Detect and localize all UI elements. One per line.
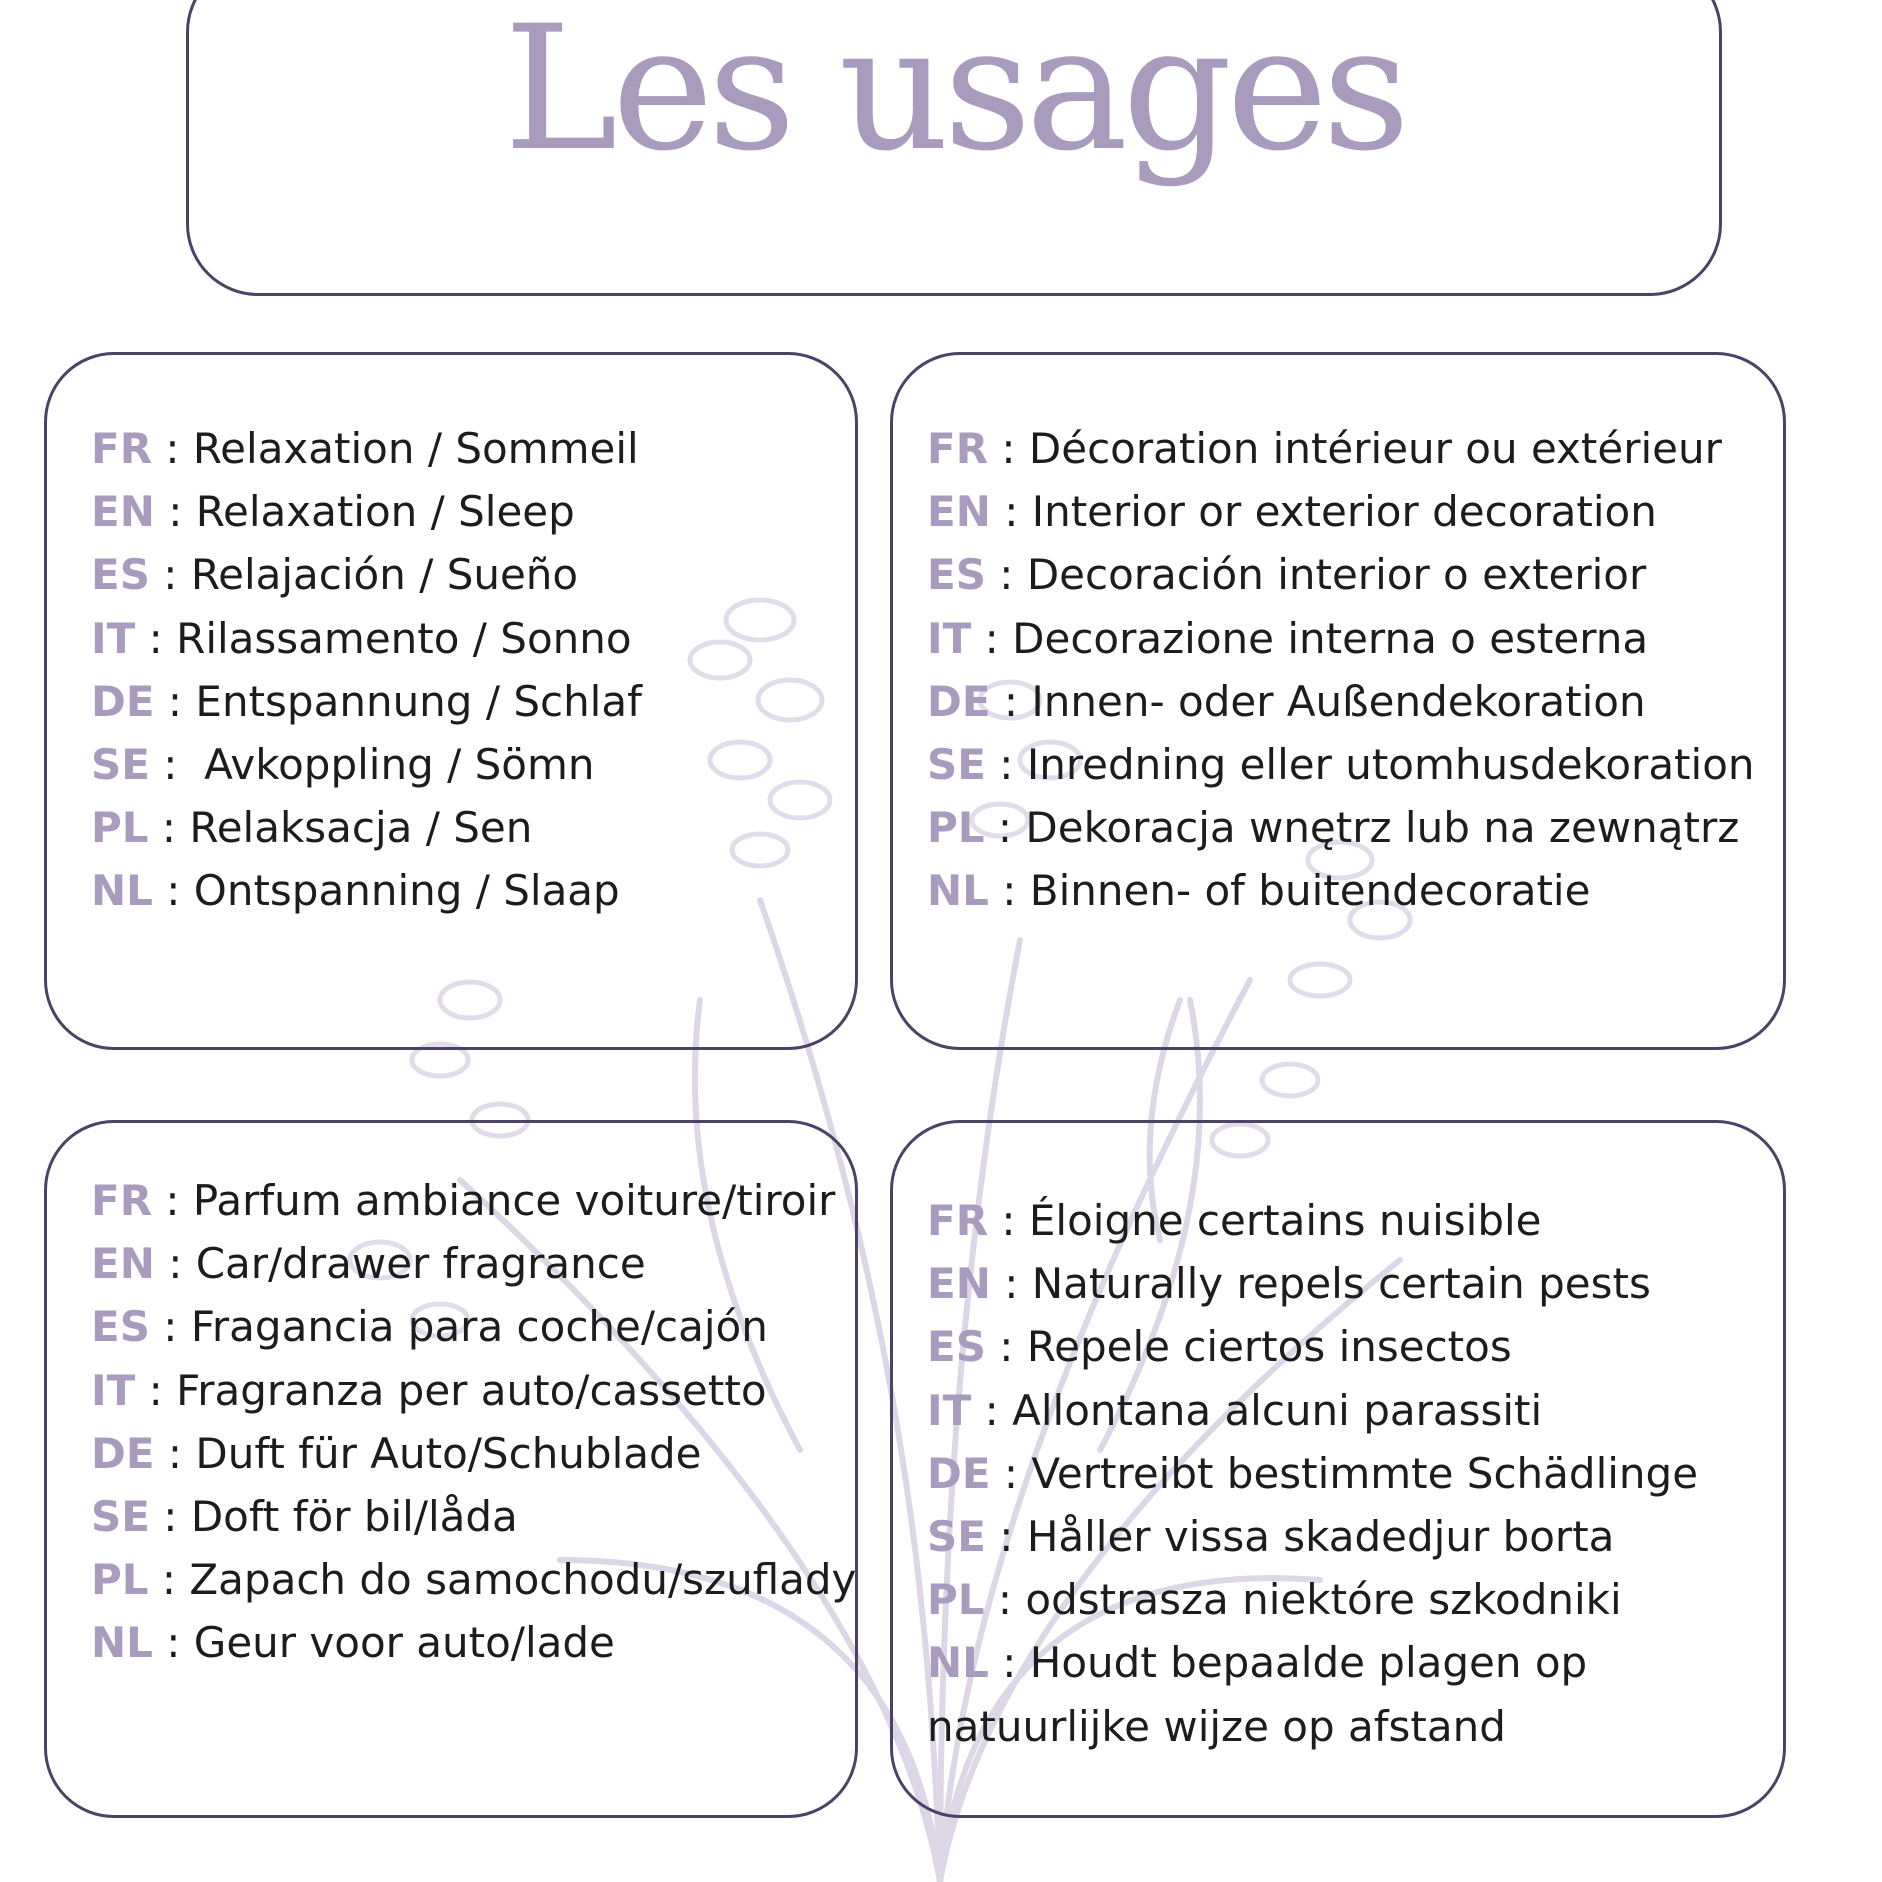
- usage-text: Fragranza per auto/cassetto: [176, 1365, 767, 1415]
- language-code: ES: [927, 1322, 986, 1372]
- language-code: SE: [91, 1492, 150, 1542]
- usage-card-decoration: [890, 352, 1786, 1050]
- usage-text: Parfum ambiance voiture/tiroir: [192, 1176, 836, 1225]
- usage-text: Doft för bil/låda: [190, 1492, 518, 1542]
- usage-line: PL : Zapach do samochodu/szuflady: [91, 1555, 857, 1605]
- usage-list: [927, 1189, 1698, 1758]
- usage-text: Innen- oder Außendekoration: [1031, 676, 1646, 726]
- usage-text: Duft für Auto/Schublade: [195, 1428, 702, 1478]
- usage-line: PL : odstrasza niektóre szkodniki: [927, 1575, 1622, 1625]
- language-code: DE: [91, 1428, 155, 1478]
- page-title: Les usages: [503, 0, 1405, 189]
- usage-line: EN : Car/drawer fragrance: [91, 1239, 646, 1289]
- usage-line: PL : Dekoracja wnętrz lub na zewnątrz: [927, 803, 1740, 853]
- language-code: SE: [927, 740, 986, 790]
- language-code: SE: [927, 1512, 986, 1562]
- language-code: EN: [927, 1259, 991, 1309]
- usage-line: NL : Ontspanning / Slaap: [91, 866, 620, 916]
- usage-text: Avkoppling / Sömn: [204, 740, 595, 790]
- usage-line: PL : Relaksacja / Sen: [91, 803, 533, 853]
- language-code: FR: [91, 1176, 153, 1225]
- usage-text: Zapach do samochodu/szuflady: [189, 1555, 857, 1605]
- usage-line: DE : Innen- oder Außendekoration: [927, 676, 1646, 726]
- usage-text: Vertreibt bestimmte Schädlinge: [1031, 1448, 1699, 1498]
- language-code: NL: [927, 1638, 989, 1688]
- usage-text: Binnen- of buitendecoratie: [1029, 866, 1591, 916]
- usage-text: Décoration intérieur ou extérieur: [1028, 424, 1722, 473]
- usage-text: Rilassamento / Sonno: [176, 613, 632, 663]
- title-box: [186, 0, 1722, 296]
- usage-list: [91, 1169, 856, 1675]
- usage-text: Relaxation / Sommeil: [192, 424, 639, 473]
- usage-line: FR : Éloigne certains nuisible: [927, 1196, 1542, 1245]
- language-code: ES: [91, 1302, 150, 1352]
- language-code: PL: [927, 1575, 985, 1625]
- usage-text: Interior or exterior decoration: [1031, 487, 1657, 537]
- language-code: SE: [91, 740, 150, 790]
- usage-line: FR : Décoration intérieur ou extérieur: [927, 424, 1722, 473]
- language-code: NL: [91, 866, 153, 916]
- usage-line: EN : Naturally repels certain pests: [927, 1259, 1651, 1309]
- language-code: EN: [927, 487, 991, 537]
- language-code: FR: [927, 1196, 989, 1245]
- usage-text: Decorazione interna o esterna: [1012, 613, 1649, 663]
- usage-line: SE : Inredning eller utomhusdekoration: [927, 740, 1755, 790]
- usage-text: Ontspanning / Slaap: [193, 866, 620, 916]
- usage-text: Fragancia para coche/cajón: [190, 1302, 768, 1352]
- usage-card-pests: [890, 1120, 1786, 1818]
- usage-line: ES : Repele ciertos insectos: [927, 1322, 1512, 1372]
- usage-text: Relaksacja / Sen: [189, 803, 533, 853]
- usage-text: Car/drawer fragrance: [195, 1239, 646, 1289]
- language-code: ES: [927, 550, 986, 600]
- usage-line: SE : Doft för bil/låda: [91, 1492, 518, 1542]
- language-code: PL: [91, 1555, 149, 1605]
- language-code: FR: [927, 424, 989, 473]
- language-code: NL: [91, 1618, 153, 1668]
- usage-text: Allontana alcuni parassiti: [1012, 1385, 1543, 1435]
- usage-text: Éloigne certains nuisible: [1028, 1196, 1542, 1245]
- usage-text: Entspannung / Schlaf: [195, 676, 642, 726]
- usage-text: Håller vissa skadedjur borta: [1026, 1512, 1615, 1562]
- usage-line: IT : Fragranza per auto/cassetto: [91, 1365, 767, 1415]
- usage-line: EN : Relaxation / Sleep: [91, 487, 575, 537]
- language-code: DE: [91, 676, 155, 726]
- language-code: DE: [927, 1448, 991, 1498]
- language-code: IT: [91, 613, 136, 663]
- usage-text: Relaxation / Sleep: [195, 487, 575, 537]
- language-code: DE: [927, 676, 991, 726]
- usage-line: FR : Relaxation / Sommeil: [91, 424, 639, 473]
- usage-line: NL : Geur voor auto/lade: [91, 1618, 615, 1668]
- language-code: IT: [927, 613, 972, 663]
- usage-line: IT : Decorazione interna o esterna: [927, 613, 1649, 663]
- usage-list: [91, 417, 642, 923]
- language-code: PL: [91, 803, 149, 853]
- usage-text: Repele ciertos insectos: [1026, 1322, 1512, 1372]
- usage-line: DE : Entspannung / Schlaf: [91, 676, 642, 726]
- usage-text-continuation: natuurlijke wijze op afstand: [927, 1701, 1506, 1751]
- usage-text: Inredning eller utomhusdekoration: [1026, 740, 1755, 790]
- usage-line: ES : Relajación / Sueño: [91, 550, 579, 600]
- usage-line: ES : Decoración interior o exterior: [927, 550, 1647, 600]
- language-code: EN: [91, 1239, 155, 1289]
- usage-line: EN : Interior or exterior decoration: [927, 487, 1657, 537]
- usage-text: Relajación / Sueño: [190, 550, 579, 600]
- language-code: IT: [927, 1385, 972, 1435]
- usage-line: DE : Duft für Auto/Schublade: [91, 1428, 702, 1478]
- language-code: FR: [91, 424, 153, 473]
- usage-text: Naturally repels certain pests: [1031, 1259, 1651, 1309]
- usage-text: Houdt bepaalde plagen op: [1029, 1638, 1588, 1688]
- usage-card-relaxation: [44, 352, 858, 1050]
- language-code: PL: [927, 803, 985, 853]
- language-code: IT: [91, 1365, 136, 1415]
- usage-line: SE : Håller vissa skadedjur borta: [927, 1512, 1615, 1562]
- usage-line: IT : Allontana alcuni parassiti: [927, 1385, 1543, 1435]
- usage-line: IT : Rilassamento / Sonno: [91, 613, 632, 663]
- language-code: ES: [91, 550, 150, 600]
- usage-text: Decoración interior o exterior: [1026, 550, 1647, 600]
- usage-text: odstrasza niektóre szkodniki: [1025, 1575, 1622, 1625]
- usage-line: NL : Binnen- of buitendecoratie: [927, 866, 1591, 916]
- usage-text: Dekoracja wnętrz lub na zewnątrz: [1025, 803, 1740, 853]
- usage-card-fragrance: [44, 1120, 858, 1818]
- language-code: NL: [927, 866, 989, 916]
- language-code: EN: [91, 487, 155, 537]
- usage-text: Geur voor auto/lade: [193, 1618, 615, 1668]
- usage-line: FR : Parfum ambiance voiture/tiroir: [91, 1176, 836, 1225]
- usage-line: DE : Vertreibt bestimmte Schädlinge: [927, 1448, 1699, 1498]
- usage-line: SE : Avkoppling / Sömn: [91, 740, 595, 790]
- usage-line: ES : Fragancia para coche/cajón: [91, 1302, 768, 1352]
- usage-list: [927, 417, 1755, 923]
- usage-line: NL : Houdt bepaalde plagen op: [927, 1638, 1588, 1688]
